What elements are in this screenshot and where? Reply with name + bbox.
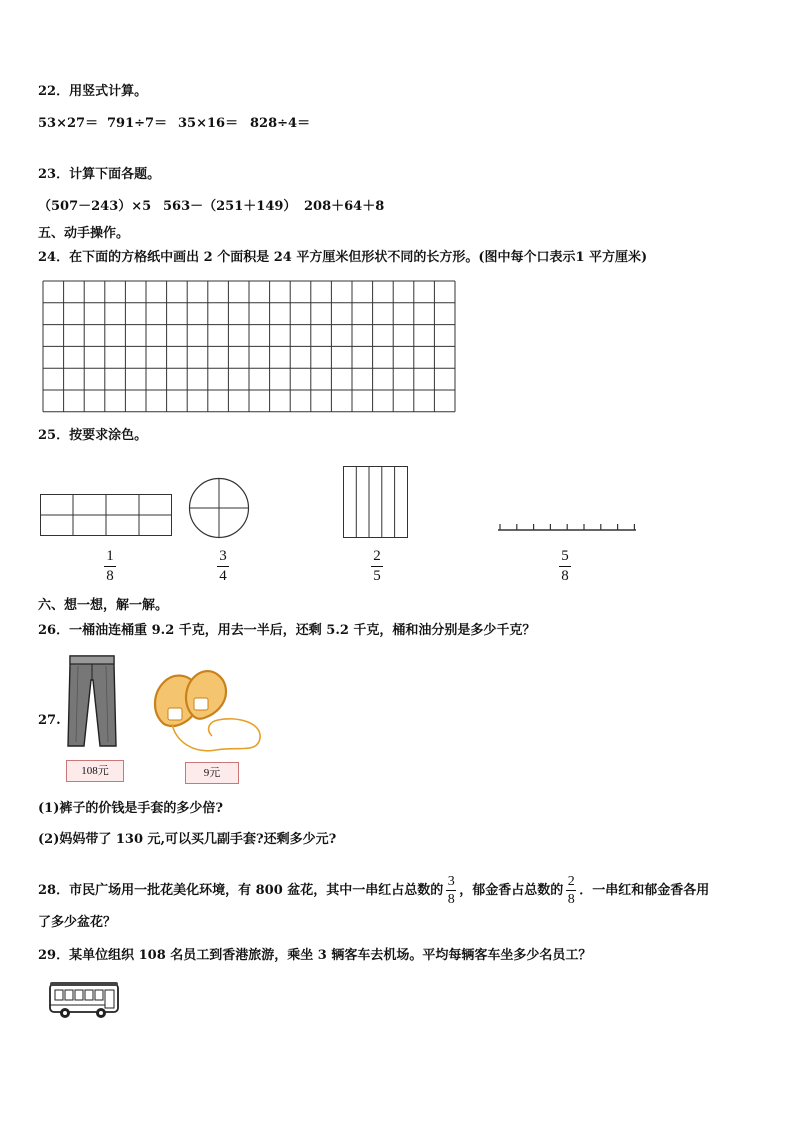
q22-item-4: 828÷4＝ [250, 116, 311, 131]
rectangle-fifths-shape[interactable] [343, 466, 409, 538]
fraction-numerator: 2 [567, 874, 575, 889]
fraction-1-8 [100, 548, 120, 585]
fraction-denominator: 5 [373, 568, 381, 584]
q25-title: 25．按要求涂色。 [38, 428, 148, 443]
q28-text-3: ．一串红和郁金香各用 [579, 883, 710, 898]
bus-icon [48, 980, 120, 1022]
q29-title: 29．某单位组织 108 名员工到香港旅游，乘坐 3 辆客车去机场。平均每辆客车坐多少名员工？ [38, 948, 592, 963]
pants-price-tag: 108元 [66, 760, 124, 782]
section-6-heading: 六、想一想，解一解。 [38, 598, 169, 613]
fraction-denominator: 8 [106, 568, 114, 584]
q27-sub-2: (2)妈妈带了 130 元,可以买几副手套?还剩多少元? [38, 832, 337, 847]
gloves-icon [150, 664, 270, 764]
q28-text-2: ，郁金香占总数的 [459, 883, 564, 898]
fraction-numerator: 5 [561, 548, 569, 564]
q28-text-1: 28．市民广场用一批花美化环境，有 800 盆花，其中一串红占总数的 [38, 883, 444, 898]
circle-quarters-shape[interactable] [188, 477, 250, 539]
fraction-3-4 [213, 548, 233, 585]
q24-title: 24．在下面的方格纸中画出 2 个面积是 24 平方厘米但形状不同的长方形。(图中每个口表示1 平方厘米) [38, 250, 648, 265]
fraction-denominator: 4 [219, 568, 227, 584]
q23-item-2: 563－（251＋149） [163, 199, 297, 214]
q28-fraction-tulip [566, 874, 576, 907]
fraction-2-5 [367, 548, 387, 585]
q26-title: 26．一桶油连桶重 9.2 千克，用去一半后，还剩 5.2 千克，桶和油分别是多少千克？ [38, 623, 536, 638]
q22-item-2: 791÷7＝ [107, 116, 168, 131]
q22-item-3: 35×16＝ [178, 116, 239, 131]
q22-title: 22．用竖式计算。 [38, 84, 148, 99]
fraction-numerator: 1 [106, 548, 114, 564]
rectangle-eighths-shape[interactable] [40, 494, 172, 536]
fraction-denominator: 8 [567, 892, 575, 907]
section-5-heading: 五、动手操作。 [38, 226, 130, 241]
fraction-denominator: 8 [447, 892, 455, 907]
fraction-denominator: 8 [561, 568, 569, 584]
q28-line-2: 了多少盆花？ [38, 915, 117, 930]
q23-title: 23．计算下面各题。 [38, 167, 161, 182]
segment-line-shape[interactable] [496, 520, 638, 534]
gloves-price-tag: 9元 [185, 762, 239, 784]
q27-sub-1: (1)裤子的价钱是手套的多少倍? [38, 801, 223, 816]
fraction-5-8 [555, 548, 575, 585]
q27-number: 27. [38, 713, 61, 728]
fraction-numerator: 3 [447, 874, 455, 889]
fraction-numerator: 2 [373, 548, 381, 564]
pants-icon [66, 654, 118, 748]
q23-item-3: 208＋64＋8 [304, 199, 385, 214]
grid-paper[interactable] [42, 280, 456, 413]
fraction-numerator: 3 [219, 548, 227, 564]
q28-line-1 [38, 874, 709, 907]
q28-fraction-red [446, 874, 456, 907]
q23-item-1: （507－243）×5 [38, 199, 152, 214]
q22-item-1: 53×27＝ [38, 116, 99, 131]
